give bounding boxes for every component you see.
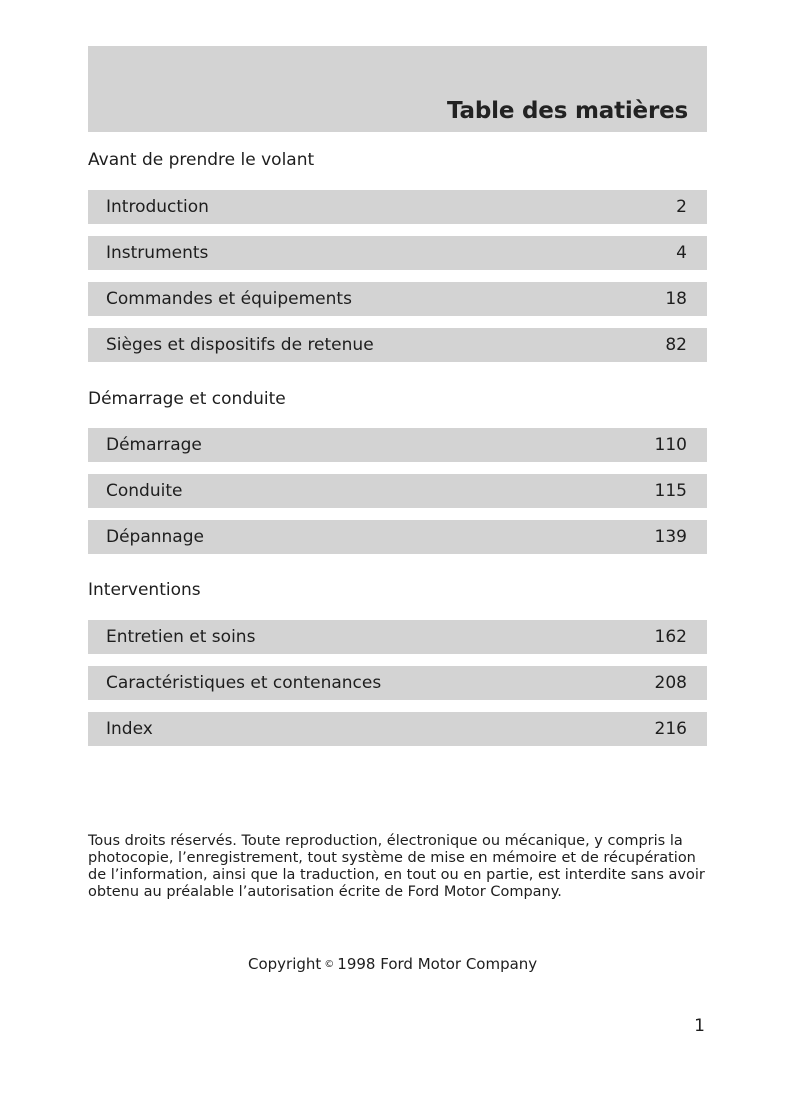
page-title: Table des matières	[447, 98, 688, 124]
toc-entry-label: Instruments	[106, 243, 209, 263]
toc-entry-introduction[interactable]	[88, 190, 707, 224]
toc-entry-entretien[interactable]	[88, 620, 707, 654]
toc-entry-page: 208	[654, 673, 687, 693]
toc-entry-label: Conduite	[106, 481, 183, 501]
copyright-symbol-icon: ©	[324, 959, 335, 970]
header-band	[88, 46, 707, 132]
toc-entry-page: 139	[654, 527, 687, 547]
toc-entry-page: 110	[654, 435, 687, 455]
toc-entry-page: 18	[665, 289, 687, 309]
toc-entry-label: Dépannage	[106, 527, 204, 547]
toc-entry-caracteristiques[interactable]	[88, 666, 707, 700]
toc-entry-page: 115	[654, 481, 687, 501]
toc-entry-label: Sièges et dispositifs de retenue	[106, 335, 374, 355]
legal-notice: Tous droits réservés. Toute reproduction, électronique ou mécanique, y compris la photocopie, l’enregistrement, tout système de mise en mémoire et de récupération de l’information, ainsi que la traduction, en tout ou en partie, est interdite sans avoir obtenu au préalable l’autorisation écrite de Ford Motor Company.	[88, 833, 705, 900]
toc-entry-page: 2	[676, 197, 687, 217]
toc-entry-sieges[interactable]	[88, 328, 707, 362]
toc-entry-label: Commandes et équipements	[106, 289, 352, 309]
copyright-prefix: Copyright	[248, 955, 322, 973]
toc-entry-commandes[interactable]	[88, 282, 707, 316]
toc-entry-index[interactable]	[88, 712, 707, 746]
toc-entry-page: 216	[654, 719, 687, 739]
toc-entry-label: Caractéristiques et contenances	[106, 673, 382, 693]
toc-entry-page: 162	[654, 627, 687, 647]
toc-entry-label: Index	[106, 719, 153, 739]
toc-entry-label: Entretien et soins	[106, 627, 256, 647]
toc-entry-page: 82	[665, 335, 687, 355]
page-number: 1	[694, 1016, 705, 1036]
toc-entry-depannage[interactable]	[88, 520, 707, 554]
toc-entry-label: Introduction	[106, 197, 209, 217]
toc-entry-demarrage[interactable]	[88, 428, 707, 462]
toc-entry-instruments[interactable]	[88, 236, 707, 270]
section-heading-avant: Avant de prendre le volant	[88, 150, 315, 170]
copyright-text: 1998 Ford Motor Company	[337, 955, 538, 973]
toc-entry-conduite[interactable]	[88, 474, 707, 508]
toc-entry-label: Démarrage	[106, 435, 202, 455]
section-heading-interventions: Interventions	[88, 580, 201, 600]
section-heading-demarrage-conduite: Démarrage et conduite	[88, 389, 286, 409]
toc-entry-page: 4	[676, 243, 687, 263]
